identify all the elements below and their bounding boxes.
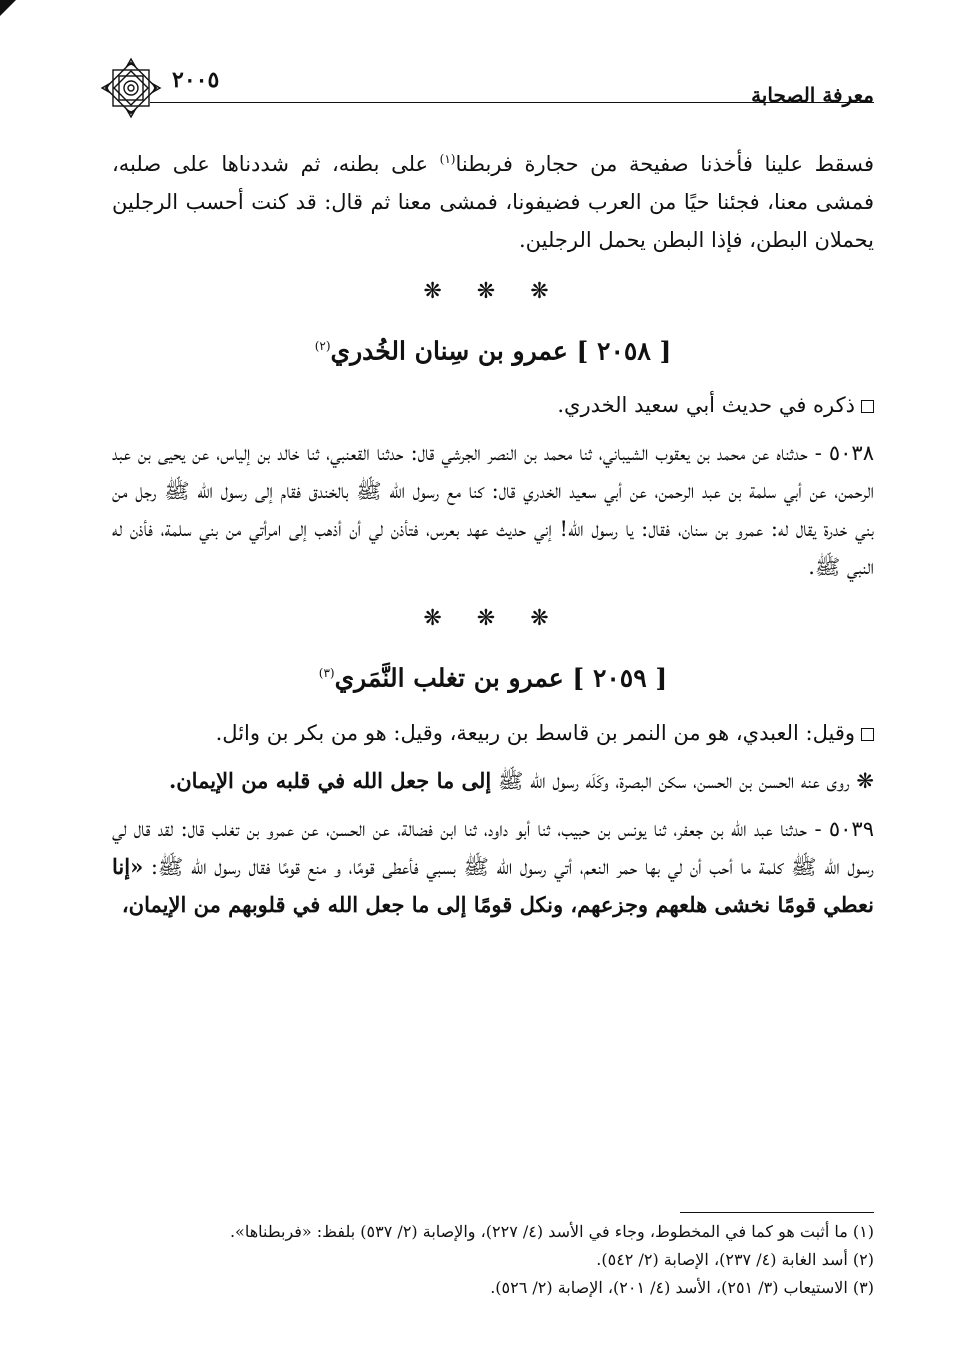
section-separator-2: ❋ ❋ ❋ [423,606,563,632]
heading-2058 [112,327,874,370]
continuation-text: فسقط علينا فأخذنا صفيحة من حجارة فربطنا [455,152,874,176]
paragraph-continuation [112,140,874,259]
corner-mark [0,0,16,16]
bio-2059-bold: إلى ما جعل الله في قلبه من الإيمان. [168,767,492,793]
footnote-ref-3: (٣) [318,666,335,681]
star-bullet-icon: ❋ [856,768,874,793]
heading-2058-text: [ ٢٠٥٨ ] عمرو بن سِنان الخُدري [330,336,672,366]
hadith-5038: ٥٠٣٨ - حدثناه عن محمد بن يعقوب الشيباني، ثنا محمد بن النصر الجرشي قال: حدثنا القعنبي، ثنا خالد بن إلياس، عن يحيى بن عبد الرحمن، عن أبي سلمة بن عبد الرحمن، عن أبي سعيد الخدري قال: كنا مع رسول الله ﷺ بالخندق فقام إلى رسول الله ﷺ رجل من بني خدرة يقال له: عمرو بن سنان، فقال: يا رسول الله! إني حديث عهد بعرس، فتأذن لي أن أذهب إلى امرأتي من بني سلمة، فأذن له النبي ﷺ. [112,441,874,580]
page-content [112,140,874,934]
footnote-2: (٢) أسد الغابة (٤/ ٢٣٧)، الإصابة (٢/ ٥٤٢). [596,1250,874,1269]
footnotes [112,1218,874,1302]
heading-2059 [112,654,874,697]
note-2058 [112,386,874,424]
hadith-5039-text: ٥٠٣٩ - حدثنا عبد الله بن جعفر، ثنا يونس بن حبيب، ثنا أبو داود، ثنا ابن فضالة، عن الحسن، عن عمرو بن تغلب قال: لقد قال لي رسول الله ﷺ كلمة ما أحب أن لي بها حمر النعم، أتي رسول الله ﷺ بسبي فأعطى قومًا، و منع قومًا فقال رسول الله ﷺ: [112,816,874,879]
note-2059 [112,714,874,752]
footnote-1: (١) ما أثبت هو كما في المخطوط، وجاء في الأسد (٤/ ٢٢٧)، والإصابة (٢/ ٥٣٧) بلفظ: «فربطناها». [229,1222,874,1241]
header-left [100,57,219,119]
heading-2059-text: [ ٢٠٥٩ ] عمرو بن تغلب النَّمَري [334,663,668,693]
hadith-5039 [112,810,874,924]
square-bullet-icon [861,728,874,741]
footnote-rule [680,1212,874,1213]
footnote-ref-1: (١) [439,152,456,166]
octagram-ornament-icon [100,57,162,119]
note-2059-text: وقيل: العبدي، هو من النمر بن قاسط بن ربيعة، وقيل: هو من بكر بن وائل. [215,720,855,745]
square-bullet-icon [861,400,874,413]
page-header [100,60,874,116]
footnote-3: (٣) الاستيعاب (٣/ ٢٥١)، الأسد (٤/ ٢٠١)، الإصابة (٢/ ٥٢٦). [490,1278,874,1297]
continuation-rest: على بطنه، ثم شددناها على صلبه، فمشى معنا، فجئنا حيًا من العرب فضيفونا، فمشى معنا ثم قال: قد كنت أحسب الرجلين يحملان البطن، فإذا البطن يحمل الرجلين. [112,152,874,252]
footnote-ref-2: (٢) [314,339,331,353]
book-title: معرفة الصحابة [751,83,874,107]
hadith-5039-quote: «إنا نعطي قومًا نخشى هلعهم وجزعهم، ونكل قومًا إلى ما جعل الله في قلوبهم من الإيمان، [112,853,874,917]
note-2058-text: ذكره في حديث أبي سعيد الخدري. [557,393,855,418]
bio-2059-text: روى عنه الحسن بن الحسن، سكن البصرة، وكَلَه رسول الله ﷺ [491,768,857,793]
page-number: ٢٠٠٥ [172,67,220,93]
bio-2059 [112,762,874,800]
section-separator-1: ❋ ❋ ❋ [423,279,563,304]
header-rule [150,102,874,103]
